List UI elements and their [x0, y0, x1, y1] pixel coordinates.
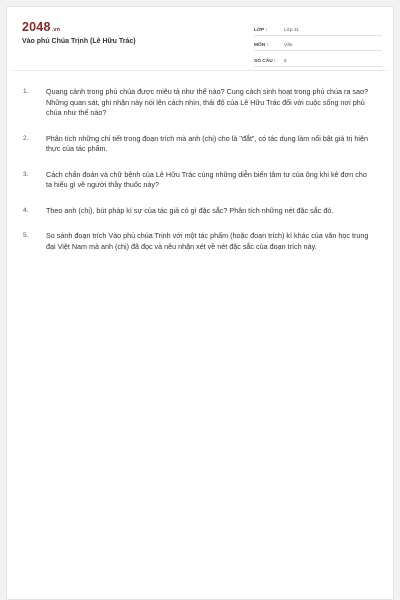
meta-label-count: SỐ CÂU :	[254, 58, 276, 64]
document-title: Vào phủ Chúa Trịnh (Lê Hữu Trác)	[22, 38, 136, 45]
question-item	[23, 134, 369, 155]
meta-info	[254, 21, 382, 68]
logo-suffix-text: .vn	[51, 27, 61, 33]
question-item	[23, 87, 369, 119]
header-divider	[13, 70, 387, 71]
meta-label-subject: MÔN :	[254, 43, 269, 48]
question-text: Cách chẩn đoán và chữ bệnh của Lê Hữu Trác cùng những diễn biến tâm tư của ông khi kê đơn cho ta hiểu gì về người thầy thuốc này?	[46, 169, 367, 189]
question-item	[23, 170, 369, 191]
question-list	[23, 87, 369, 267]
question-text: Phân tích những chi tiết trong đoạn trích mà anh (chị) cho là "đắt", có tác dụng làm nổi bật giá trị hiện thực của tác phẩm.	[46, 133, 368, 153]
question-number: 4.	[23, 206, 29, 214]
worksheet-header	[7, 7, 393, 65]
question-text: Theo anh (chị), bút pháp kí sự của tác giả có gì đặc sắc? Phân tích những nét đặc sắc đó.	[46, 205, 334, 215]
meta-value-class: Lớp 11	[284, 27, 299, 33]
site-logo[interactable]	[22, 20, 60, 34]
question-item	[23, 206, 369, 217]
meta-row-count	[254, 52, 382, 67]
meta-value-count: 5	[284, 58, 287, 64]
question-number: 3.	[23, 170, 29, 178]
question-text: Quang cảnh trong phủ chúa được miêu tả như thế nào? Cung cách sinh hoạt trong phủ chúa ra sao? Những quan sát, ghi nhận này nói lên cách nhìn, thái độ của Lê Hữu Trác đối với cuộc sống nơi phủ chúa như thế nào?	[46, 87, 369, 117]
question-number: 2.	[23, 134, 29, 142]
logo-main-text: 2048	[22, 20, 51, 34]
meta-label-class: LỚP :	[254, 27, 268, 33]
meta-row-subject	[254, 37, 382, 52]
question-text: So sánh đoạn trích Vào phủ chúa Trịnh với một tác phẩm (hoặc đoạn trích) kí khác của văn học trung đại Việt Nam mà anh (chị) đã đọc và nêu nhận xét về nét đặc sắc của đoạn trích này.	[46, 231, 369, 251]
question-number: 1.	[23, 88, 29, 95]
meta-value-subject: Văn	[284, 43, 293, 48]
meta-row-class	[254, 21, 382, 36]
question-number: 5.	[23, 232, 29, 239]
worksheet-page	[6, 6, 394, 600]
question-item	[23, 231, 369, 252]
